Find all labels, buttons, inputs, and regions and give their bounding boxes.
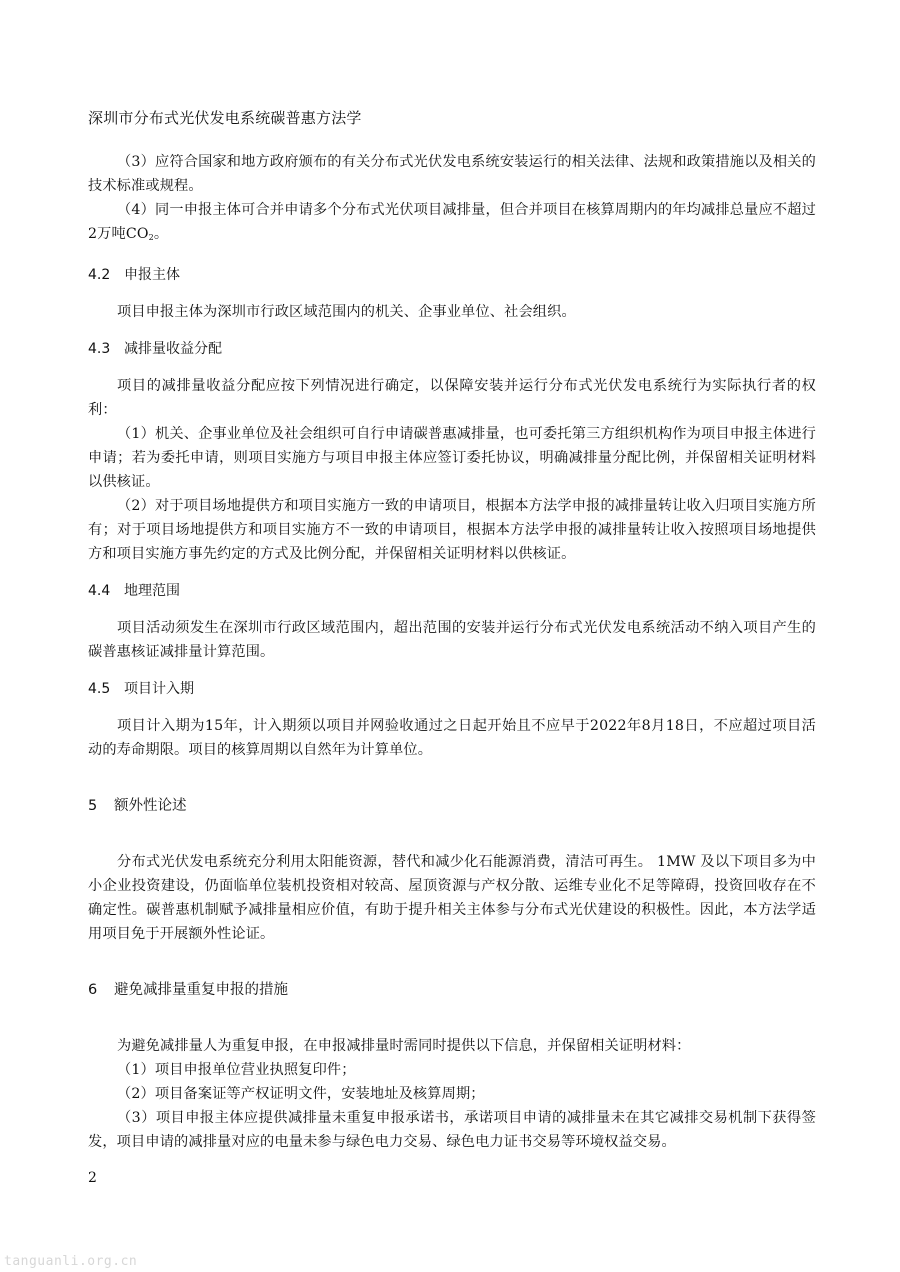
- section-4-5-paragraph: 项目计入期为15年，计入期须以项目并网验收通过之日起开始且不应早于2022年8月18日，不应超过项目活动的寿命期限。项目的核算周期以自然年为计算单位。: [88, 718, 816, 758]
- intro-item-4: [88, 198, 816, 250]
- section-heading-4-5: [88, 677, 816, 701]
- section-title: 项目计入期: [124, 681, 194, 697]
- section-number: 4.2: [88, 267, 111, 283]
- section-5-paragraph: 分布式光伏发电系统充分利用太阳能资源，替代和减少化石能源消费，清洁可再生。 1MW 及以下项目多为中小企业投资建设，仍面临单位装机投资相对较高、屋顶资源与产权分散、运维专业化不足等障碍，投资回收存在不确定性。碳普惠机制赋予减排量相应价值，有助于提升相关主体参与分布式光伏建设的积极性。因此，本方法学适用项目免于开展额外性论证。: [88, 854, 816, 942]
- section-title: 地理范围: [124, 583, 180, 599]
- intro-item-4-text: （4）同一申报主体可合并申请多个分布式光伏项目减排量，但合并项目在核算周期内的年均减排总量应不超过2万吨CO: [88, 202, 816, 242]
- section-heading-6: [88, 978, 816, 1002]
- intro-item-4-end: 。: [153, 226, 169, 242]
- section-4-4-paragraph: 项目活动须发生在深圳市行政区域范围内，超出范围的安装并运行分布式光伏发电系统活动不纳入项目产生的碳普惠核证减排量计算范围。: [88, 620, 816, 660]
- section-heading-5: [88, 794, 816, 818]
- section-number: 4.5: [88, 681, 111, 697]
- section-number: 4.4: [88, 583, 111, 599]
- section-4-3-item-2: （2）对于项目场地提供方和项目实施方一致的申请项目，根据本方法学申报的减排量转让收入归项目实施方所有；对于项目场地提供方和项目实施方不一致的申请项目，根据本方法学申报的减排量转让收入按照项目场地提供方和项目实施方事先约定的方式及比例分配，并保留相关证明材料以供核证。: [88, 498, 816, 562]
- section-4-3-item-1: （1）机关、企事业单位及社会组织可自行申请碳普惠减排量，也可委托第三方组织机构作为项目申报主体进行申请；若为委托申请，则项目实施方与项目申报主体应签订委托协议，明确减排量分配比例，并保留相关证明材料以供核证。: [88, 426, 816, 490]
- section-title: 避免减排量重复申报的措施: [114, 982, 288, 998]
- section-heading-4-4: [88, 579, 816, 603]
- page-number: 2: [88, 1170, 97, 1186]
- section-6-item-1: （1）项目申报单位营业执照复印件；: [117, 1062, 356, 1078]
- section-number: 6: [88, 982, 98, 998]
- section-6-item-3: （3）项目申报主体应提供减排量未重复申报承诺书，承诺项目申请的减排量未在其它减排交易机制下获得签发，项目申请的减排量对应的电量未参与绿色电力交易、绿色电力证书交易等环境权益交易。: [88, 1110, 816, 1150]
- watermark: tanguanli.org.cn: [4, 1254, 138, 1269]
- running-header: 深圳市分布式光伏发电系统碳普惠方法学: [88, 109, 362, 127]
- section-4-3-paragraph: 项目的减排量收益分配应按下列情况进行确定，以保障安装并运行分布式光伏发电系统行为实际执行者的权利：: [88, 378, 816, 418]
- section-number: 4.3: [88, 341, 111, 357]
- section-number: 5: [88, 798, 98, 814]
- intro-item-3: （3）应符合国家和地方政府颁布的有关分布式光伏发电系统安装运行的相关法律、法规和政策措施以及相关的技术标准或规程。: [88, 154, 816, 194]
- section-6-paragraph: 为避免减排量人为重复申报，在申报减排量时需同时提供以下信息，并保留相关证明材料：: [117, 1038, 691, 1054]
- section-title: 额外性论述: [114, 798, 187, 814]
- section-4-2-paragraph: 项目申报主体为深圳市行政区域范围内的机关、企事业单位、社会组织。: [117, 304, 576, 320]
- co2-subscript: 2: [148, 233, 154, 242]
- section-heading-4-3: [88, 337, 816, 361]
- section-title: 申报主体: [124, 267, 180, 283]
- section-6-item-2: （2）项目备案证等产权证明文件，安装地址及核算周期；: [117, 1086, 485, 1102]
- section-title: 减排量收益分配: [124, 341, 222, 357]
- section-heading-4-2: [88, 263, 816, 287]
- document-body: [88, 150, 816, 1154]
